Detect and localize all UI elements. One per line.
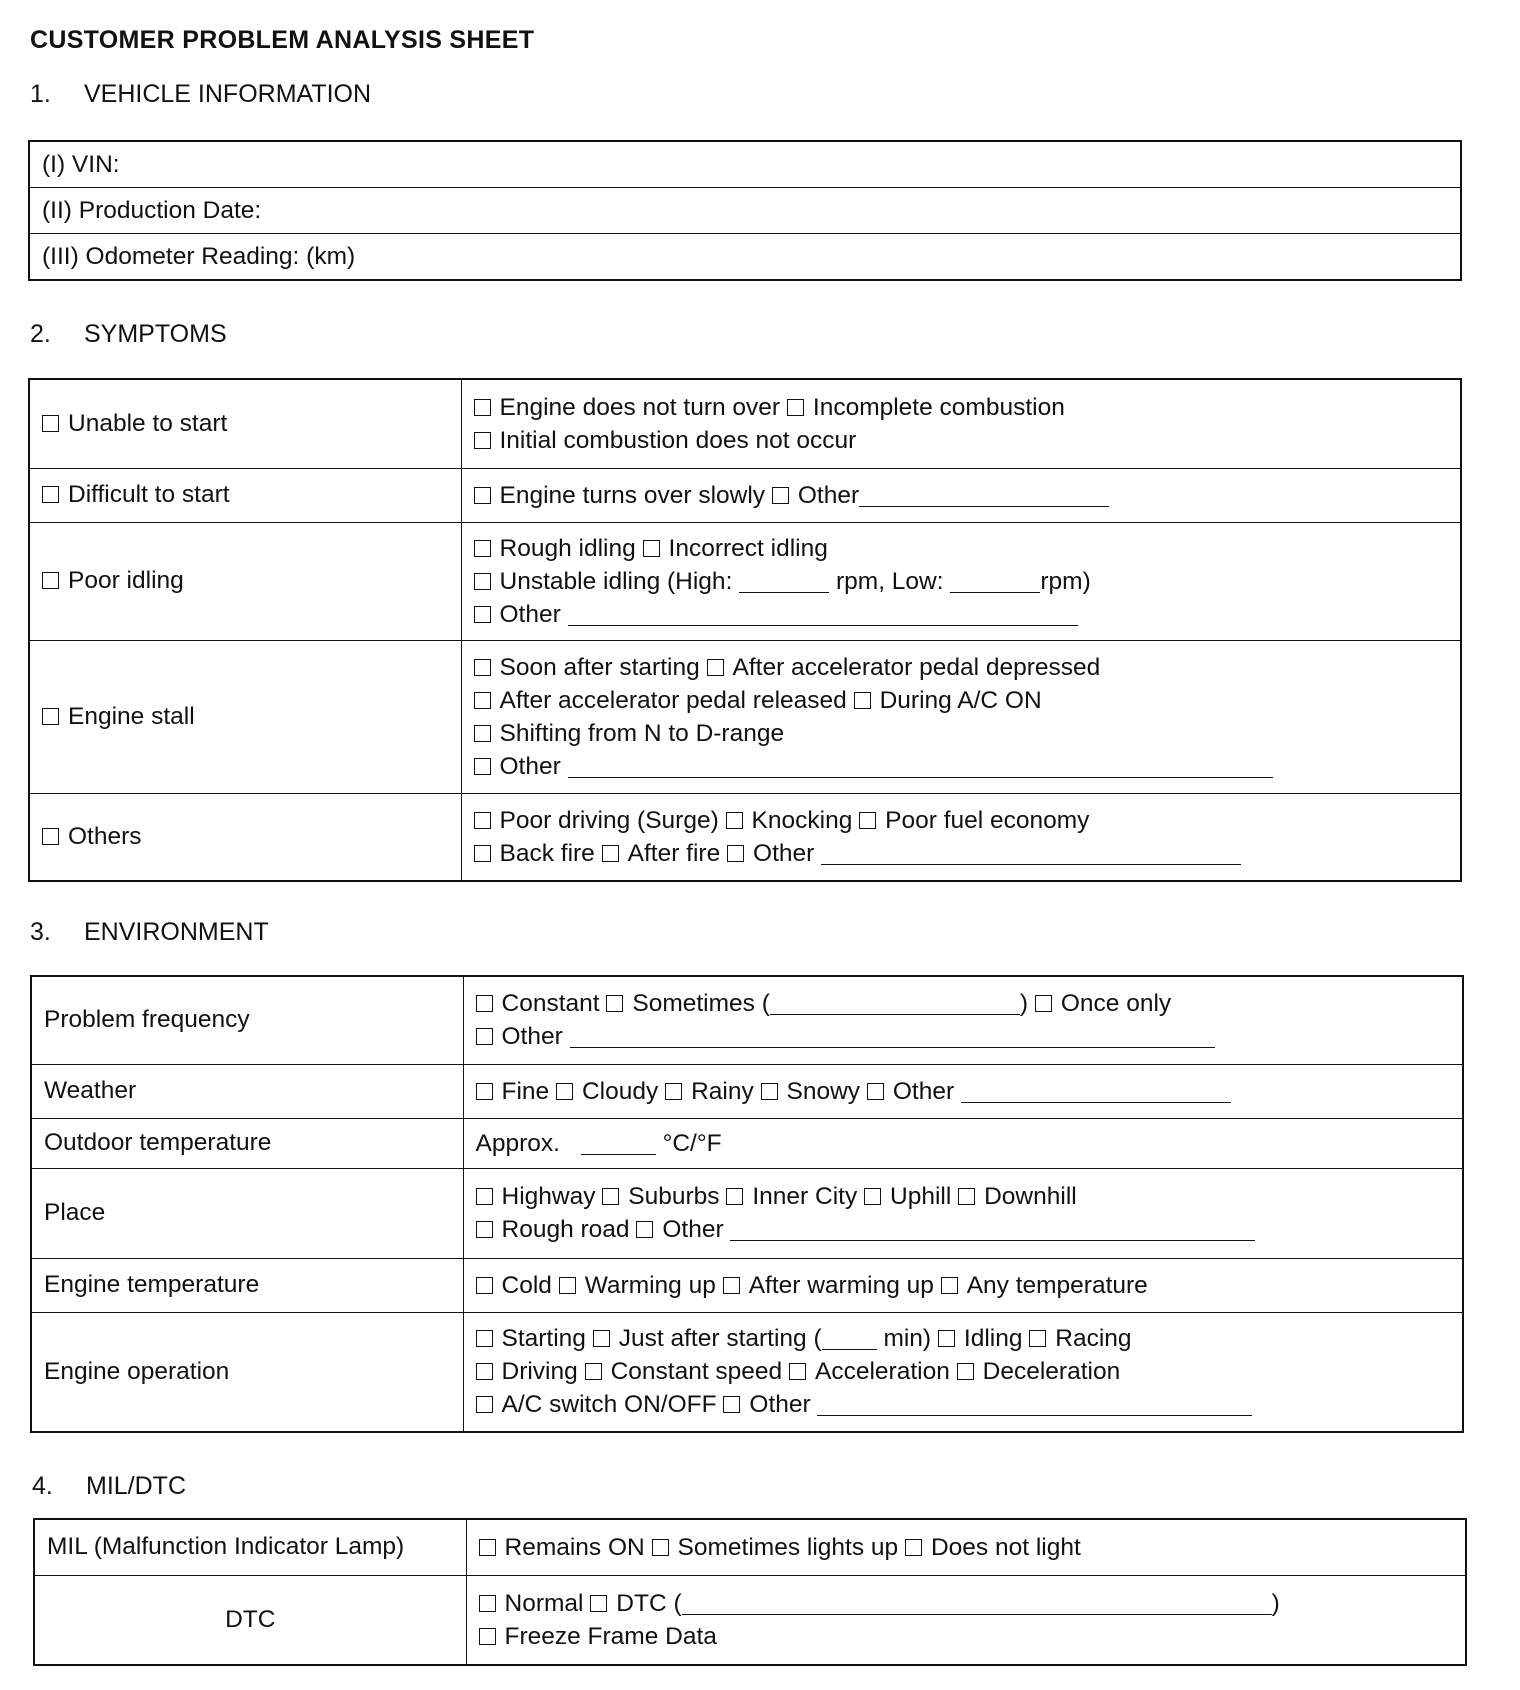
odometer-field[interactable]: (III) Odometer Reading: (km) (29, 234, 1461, 281)
option-label: Highway (501, 1183, 596, 1210)
option-label: Inner City (752, 1183, 858, 1210)
option-label: Fine (501, 1077, 550, 1105)
option-label: Initial combustion does not occur (499, 426, 857, 454)
option-checkbox[interactable] (474, 399, 491, 416)
option-checkbox[interactable] (476, 1330, 493, 1347)
symptom-options-cell (461, 640, 1461, 793)
mil-row (34, 1519, 1466, 1575)
option-label: Other (749, 1391, 811, 1419)
option-label: After accelerator pedal depressed (732, 653, 1101, 681)
option-label: Freeze Frame Data (504, 1622, 717, 1650)
symptom-label-cell (29, 522, 461, 640)
environment-label: Engine temperature (31, 1258, 463, 1312)
symptom-row (29, 522, 1461, 640)
symptom-row (29, 379, 1461, 468)
environment-options-cell (463, 1064, 1463, 1118)
option-checkbox[interactable] (476, 1277, 493, 1294)
option-checkbox[interactable] (476, 1083, 493, 1100)
environment-row (31, 1064, 1463, 1118)
option-label: Suburbs (628, 1183, 720, 1210)
option-checkbox[interactable] (585, 1363, 602, 1380)
option-label: Unstable idling (High: (499, 567, 733, 595)
production-date-row (29, 188, 1461, 234)
option-checkbox[interactable] (761, 1083, 778, 1100)
option-checkbox[interactable] (867, 1083, 884, 1100)
production-date-field[interactable]: (II) Production Date: (29, 188, 1461, 234)
environment-row (31, 976, 1463, 1064)
symptom-label-cell (29, 379, 461, 468)
option-checkbox[interactable] (602, 1188, 619, 1205)
section-vehicle-heading (30, 80, 371, 109)
approx-label: Approx. (475, 1129, 560, 1157)
option-label: Rough idling (499, 534, 636, 562)
option-checkbox[interactable] (474, 487, 491, 504)
option-checkbox[interactable] (726, 1188, 743, 1205)
option-checkbox[interactable] (476, 1363, 493, 1380)
symptom-label-cell (29, 793, 461, 881)
environment-row (31, 1168, 1463, 1258)
environment-label: Problem frequency (31, 976, 463, 1064)
option-label: Just after starting ( (618, 1325, 822, 1353)
symptom-label-cell (29, 468, 461, 522)
environment-table (30, 975, 1464, 1433)
symptom-label: Poor idling (68, 567, 184, 594)
option-checkbox[interactable] (1035, 995, 1052, 1012)
option-label: Constant speed (610, 1358, 783, 1386)
option-label: min) (883, 1325, 932, 1353)
option-label: Warming up (584, 1271, 716, 1299)
option-checkbox[interactable] (941, 1277, 958, 1294)
option-checkbox[interactable] (864, 1188, 881, 1205)
other-blank[interactable] (817, 1393, 1252, 1416)
option-checkbox[interactable] (652, 1539, 669, 1556)
option-checkbox[interactable] (590, 1595, 607, 1612)
environment-label: Place (31, 1168, 463, 1258)
option-checkbox[interactable] (474, 432, 491, 449)
option-checkbox[interactable] (474, 725, 491, 742)
environment-label: Engine operation (31, 1312, 463, 1432)
option-label: Soon after starting (499, 653, 700, 681)
symptom-row (29, 468, 1461, 522)
other-blank[interactable] (568, 603, 1078, 626)
symptom-options-cell (461, 522, 1461, 640)
environment-row (31, 1118, 1463, 1168)
symptom-label: Engine stall (68, 702, 195, 730)
option-checkbox[interactable] (556, 1083, 573, 1100)
option-label: Any temperature (966, 1271, 1148, 1299)
environment-options-cell (463, 1312, 1463, 1432)
option-label: Incomplete combustion (812, 393, 1065, 421)
section-title: SYMPTOMS (84, 320, 227, 348)
section-number: 3. (30, 918, 51, 946)
symptom-row (29, 640, 1461, 793)
option-checkbox[interactable] (476, 1221, 493, 1238)
option-label: Normal (504, 1589, 584, 1617)
option-checkbox[interactable] (474, 845, 491, 862)
option-label: ) (1271, 1589, 1280, 1617)
option-label: Rough road (501, 1216, 630, 1243)
option-checkbox[interactable] (474, 659, 491, 676)
option-checkbox[interactable] (958, 1188, 975, 1205)
difficult-to-start-checkbox[interactable] (42, 486, 59, 503)
option-checkbox[interactable] (938, 1330, 955, 1347)
engine-stall-checkbox[interactable] (42, 708, 59, 725)
option-checkbox[interactable] (474, 812, 491, 829)
environment-options-cell (463, 1258, 1463, 1312)
symptoms-table (28, 378, 1462, 882)
option-checkbox[interactable] (726, 812, 743, 829)
symptom-label: Difficult to start (68, 481, 230, 508)
option-label: Racing (1055, 1325, 1132, 1353)
option-checkbox[interactable] (479, 1595, 496, 1612)
option-checkbox[interactable] (474, 573, 491, 590)
option-label: Engine turns over slowly (499, 481, 766, 509)
frequency-blank[interactable] (770, 992, 1020, 1015)
option-checkbox[interactable] (476, 1396, 493, 1413)
unable-to-start-checkbox[interactable] (42, 415, 59, 432)
option-label: Sometimes ( (632, 990, 770, 1018)
option-label: A/C switch ON/OFF (501, 1391, 717, 1419)
environment-row (31, 1258, 1463, 1312)
option-checkbox[interactable] (479, 1539, 496, 1556)
other-blank[interactable] (821, 842, 1241, 865)
option-checkbox[interactable] (476, 1188, 493, 1205)
section-title: MIL/DTC (86, 1472, 186, 1500)
mil-options-cell (466, 1519, 1466, 1575)
vin-row (29, 141, 1461, 188)
option-label: Poor fuel economy (885, 806, 1090, 834)
option-checkbox[interactable] (643, 540, 660, 557)
option-label: Other (753, 839, 815, 867)
option-label: Other (501, 1023, 563, 1051)
vehicle-info-table (28, 140, 1462, 281)
option-checkbox[interactable] (476, 1028, 493, 1045)
option-checkbox[interactable] (474, 692, 491, 709)
option-label: During A/C ON (879, 686, 1042, 714)
others-checkbox[interactable] (42, 828, 59, 845)
odometer-row (29, 234, 1461, 281)
option-checkbox[interactable] (789, 1363, 806, 1380)
option-label: Driving (501, 1358, 578, 1386)
option-label: Cloudy (581, 1077, 659, 1105)
environment-options-cell (463, 976, 1463, 1064)
option-label: Constant (501, 990, 600, 1018)
option-label: Acceleration (815, 1358, 950, 1386)
option-checkbox[interactable] (474, 758, 491, 775)
high-rpm-blank[interactable] (739, 570, 829, 593)
section-mil-dtc-heading (32, 1472, 186, 1501)
symptom-options-cell (461, 793, 1461, 881)
dtc-code-blank[interactable] (682, 1592, 1272, 1615)
option-checkbox[interactable] (636, 1221, 653, 1238)
option-checkbox[interactable] (476, 995, 493, 1012)
low-rpm-blank[interactable] (950, 570, 1040, 593)
option-label: After accelerator pedal released (499, 686, 847, 714)
option-label: Other (892, 1077, 955, 1105)
option-label: Idling (963, 1325, 1023, 1353)
option-label: rpm) (1040, 567, 1091, 595)
symptom-label: Others (68, 822, 142, 850)
other-blank[interactable] (568, 755, 1273, 778)
option-checkbox[interactable] (727, 845, 744, 862)
option-label: Snowy (786, 1077, 861, 1105)
option-label: Uphill (890, 1183, 952, 1210)
temperature-unit: °C/°F (662, 1129, 722, 1157)
option-label: Other (499, 752, 561, 780)
option-label: Other (797, 481, 860, 509)
option-label: Starting (501, 1325, 586, 1353)
option-checkbox[interactable] (723, 1277, 740, 1294)
option-label: Engine does not turn over (499, 393, 781, 421)
option-checkbox[interactable] (787, 399, 804, 416)
vin-field[interactable]: (I) VIN: (29, 141, 1461, 188)
option-label: After warming up (748, 1271, 934, 1299)
option-checkbox[interactable] (859, 812, 876, 829)
symptom-label-cell (29, 640, 461, 793)
mil-dtc-table (33, 1518, 1467, 1666)
option-checkbox[interactable] (957, 1363, 974, 1380)
section-title: VEHICLE INFORMATION (84, 80, 372, 108)
option-label: Sometimes lights up (677, 1533, 899, 1561)
option-label: DTC ( (616, 1589, 682, 1617)
other-blank[interactable] (570, 1025, 1215, 1048)
section-number: 2. (30, 320, 51, 348)
environment-label: Outdoor temperature (31, 1118, 463, 1168)
option-checkbox[interactable] (479, 1628, 496, 1645)
option-label: Rainy (691, 1077, 754, 1105)
symptom-options-cell (461, 379, 1461, 468)
other-blank[interactable] (730, 1218, 1255, 1241)
option-checkbox[interactable] (772, 487, 789, 504)
section-symptoms-heading (30, 320, 227, 349)
option-checkbox[interactable] (723, 1396, 740, 1413)
option-checkbox[interactable] (474, 540, 491, 557)
option-checkbox[interactable] (905, 1539, 922, 1556)
environment-options-cell (463, 1118, 1463, 1168)
mil-label: MIL (Malfunction Indicator Lamp) (34, 1519, 466, 1575)
dtc-row (34, 1575, 1466, 1665)
other-blank[interactable] (961, 1080, 1231, 1103)
option-label: Shifting from N to D-range (499, 719, 785, 747)
option-label: Other (662, 1216, 724, 1243)
symptom-label: Unable to start (68, 409, 228, 437)
option-label: Remains ON (504, 1533, 645, 1561)
option-checkbox[interactable] (854, 692, 871, 709)
section-number: 4. (32, 1472, 53, 1500)
option-checkbox[interactable] (1029, 1330, 1046, 1347)
option-checkbox[interactable] (606, 995, 623, 1012)
option-label: Back fire (499, 839, 595, 867)
temperature-blank[interactable] (581, 1132, 656, 1155)
option-label: Incorrect idling (668, 534, 828, 562)
section-title: ENVIRONMENT (84, 918, 269, 946)
option-label: Poor driving (Surge) (499, 806, 719, 834)
section-environment-heading (30, 918, 269, 947)
option-label: Once only (1060, 990, 1172, 1018)
environment-row (31, 1312, 1463, 1432)
symptom-row (29, 793, 1461, 881)
option-label: Downhill (984, 1183, 1077, 1210)
other-blank[interactable] (859, 484, 1109, 507)
dtc-options-cell (466, 1575, 1466, 1665)
option-label: Knocking (751, 806, 853, 834)
option-label: Deceleration (982, 1358, 1121, 1386)
poor-idling-checkbox[interactable] (42, 572, 59, 589)
option-label: Cold (501, 1271, 552, 1299)
option-label: Does not light (930, 1533, 1081, 1561)
dtc-label: DTC (34, 1575, 466, 1665)
option-checkbox[interactable] (474, 606, 491, 623)
option-checkbox[interactable] (707, 659, 724, 676)
environment-options-cell (463, 1168, 1463, 1258)
environment-label: Weather (31, 1064, 463, 1118)
option-checkbox[interactable] (559, 1277, 576, 1294)
option-checkbox[interactable] (593, 1330, 610, 1347)
option-label: After fire (627, 839, 721, 867)
option-checkbox[interactable] (665, 1083, 682, 1100)
section-number: 1. (30, 80, 51, 108)
symptom-options-cell (461, 468, 1461, 522)
option-label: rpm, Low: (836, 567, 944, 595)
option-label: ) (1019, 990, 1029, 1018)
option-label: Other (499, 600, 561, 628)
option-checkbox[interactable] (602, 845, 619, 862)
sheet-title: CUSTOMER PROBLEM ANALYSIS SHEET (30, 26, 535, 54)
minutes-blank[interactable] (822, 1327, 877, 1350)
